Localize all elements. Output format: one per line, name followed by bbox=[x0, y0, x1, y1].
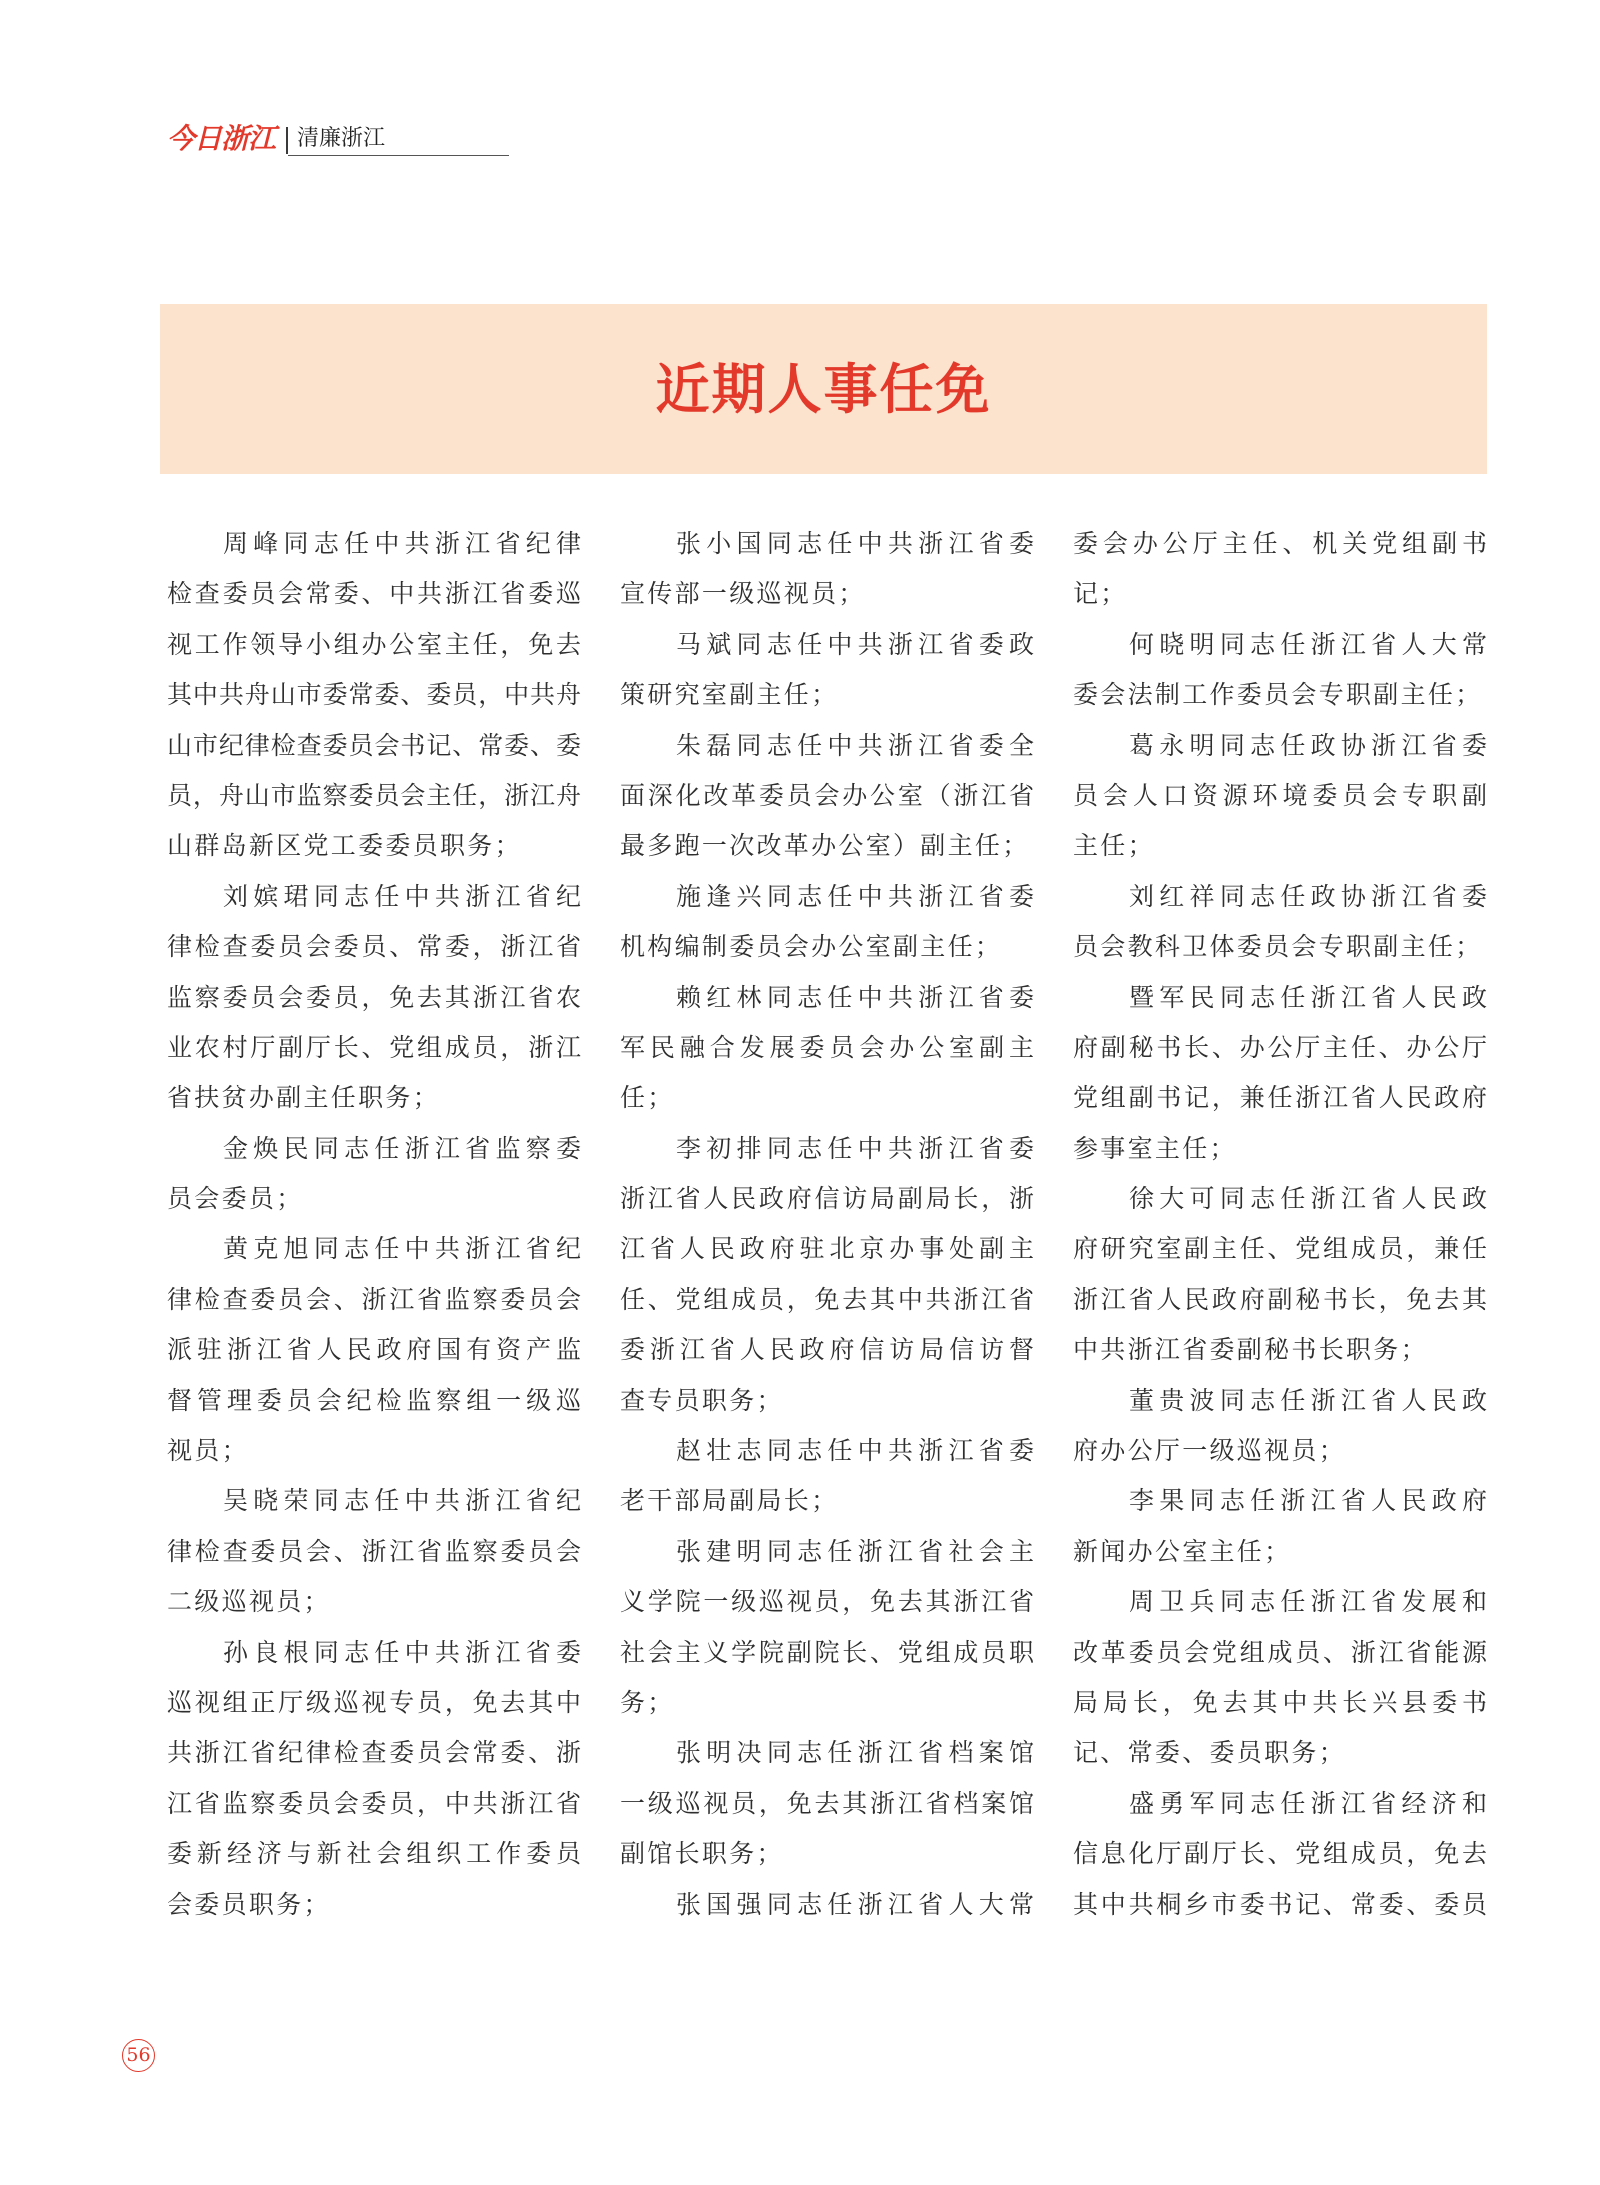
text-line: 共浙江省纪律检查委员会常委、浙 bbox=[167, 1738, 581, 1768]
appointment-paragraph bbox=[167, 872, 581, 1124]
text-line: 其中共舟山市委常委、委员，中共舟 bbox=[167, 680, 581, 710]
text-line: 律检查委员会、浙江省监察委员会 bbox=[167, 1284, 581, 1314]
text-column-3 bbox=[1073, 519, 1487, 1930]
appointment-paragraph bbox=[1073, 721, 1487, 872]
text-line: 信息化厅副厅长、党组成员，免去 bbox=[1073, 1839, 1487, 1869]
text-line: 周卫兵同志任浙江省发展和 bbox=[1129, 1587, 1487, 1617]
text-line: 山群岛新区党工委委员职务； bbox=[167, 831, 522, 861]
magazine-logo: 今日浙江 bbox=[167, 122, 276, 155]
appointment-paragraph bbox=[167, 1224, 581, 1476]
appointment-paragraph bbox=[620, 1124, 1034, 1426]
text-column-1 bbox=[167, 519, 581, 1930]
text-line: 张建明同志任浙江省社会主 bbox=[676, 1536, 1034, 1566]
text-line: 府研究室副主任、党组成员，兼任 bbox=[1073, 1234, 1487, 1264]
appointment-paragraph bbox=[167, 1476, 581, 1627]
text-line: 最多跑一次改革办公室）副主任； bbox=[620, 831, 1030, 861]
text-line: 员会委员； bbox=[167, 1184, 304, 1214]
appointment-paragraph bbox=[1073, 872, 1487, 973]
appointment-paragraph bbox=[1073, 620, 1487, 721]
text-line: 山市纪律检查委员会书记、常委、委 bbox=[167, 730, 581, 760]
text-line: 暨军民同志任浙江省人民政 bbox=[1129, 982, 1487, 1012]
text-line: 策研究室副主任； bbox=[620, 680, 839, 710]
text-line: 派驻浙江省人民政府国有资产监 bbox=[167, 1335, 581, 1365]
text-line: 员会教科卫体委员会专职副主任； bbox=[1073, 932, 1483, 962]
text-line: 面深化改革委员会办公室（浙江省 bbox=[620, 780, 1034, 810]
text-line: 朱磊同志任中共浙江省委全 bbox=[676, 730, 1034, 760]
text-line: 改革委员会党组成员、浙江省能源 bbox=[1073, 1637, 1487, 1667]
text-line: 员，舟山市监察委员会主任，浙江舟 bbox=[167, 780, 581, 810]
text-line: 施逢兴同志任中共浙江省委 bbox=[676, 881, 1034, 911]
article-title: 近期人事任免 bbox=[655, 357, 992, 421]
appointment-paragraph bbox=[1073, 1577, 1487, 1779]
appointment-paragraph bbox=[167, 1124, 581, 1225]
text-line: 赵壮志同志任中共浙江省委 bbox=[676, 1436, 1034, 1466]
text-line: 黄克旭同志任中共浙江省纪 bbox=[223, 1234, 581, 1264]
text-line: 律检查委员会、浙江省监察委员会 bbox=[167, 1536, 581, 1566]
text-line: 新闻办公室主任； bbox=[1073, 1536, 1292, 1566]
text-line: 老干部局副局长； bbox=[620, 1486, 839, 1516]
appointment-paragraph bbox=[620, 1880, 1034, 1930]
text-line: 何晓明同志任浙江省人大常 bbox=[1129, 629, 1487, 659]
text-line: 委会办公厅主任、机关党组副书 bbox=[1073, 529, 1487, 558]
text-line: 徐大可同志任浙江省人民政 bbox=[1129, 1184, 1487, 1214]
text-line: 记； bbox=[1073, 579, 1128, 609]
text-line: 刘红祥同志任政协浙江省委 bbox=[1129, 881, 1487, 911]
text-line: 盛勇军同志任浙江省经济和 bbox=[1129, 1788, 1487, 1818]
appointment-paragraph bbox=[620, 519, 1034, 620]
appointment-paragraph bbox=[1073, 973, 1487, 1175]
text-line: 督管理委员会纪检监察组一级巡 bbox=[167, 1385, 581, 1415]
text-line: 宣传部一级巡视员； bbox=[620, 579, 866, 609]
text-line: 主任； bbox=[1073, 831, 1155, 861]
appointment-paragraph bbox=[1073, 1476, 1487, 1577]
text-line: 参事室主任； bbox=[1073, 1133, 1237, 1163]
text-line: 党组副书记，兼任浙江省人民政府 bbox=[1073, 1083, 1487, 1113]
text-line: 周峰同志任中共浙江省纪律 bbox=[223, 529, 581, 558]
text-line: 吴晓荣同志任中共浙江省纪 bbox=[223, 1486, 581, 1516]
text-line: 葛永明同志任政协浙江省委 bbox=[1129, 730, 1487, 760]
appointment-paragraph bbox=[1073, 1376, 1487, 1477]
text-line: 军民融合发展委员会办公室副主 bbox=[620, 1032, 1034, 1062]
text-line: 孙良根同志任中共浙江省委 bbox=[223, 1637, 581, 1667]
text-line: 查专员职务； bbox=[620, 1385, 784, 1415]
appointment-paragraph bbox=[167, 519, 581, 872]
text-line: 江省监察委员会委员，中共浙江省 bbox=[167, 1788, 581, 1818]
text-line: 董贵波同志任浙江省人民政 bbox=[1129, 1385, 1487, 1415]
text-line: 浙江省人民政府副秘书长，免去其 bbox=[1073, 1284, 1487, 1314]
section-name: 清廉浙江 bbox=[297, 126, 386, 151]
appointment-paragraph bbox=[1073, 1174, 1487, 1376]
text-line: 视工作领导小组办公室主任，免去 bbox=[167, 629, 581, 659]
text-line: 省扶贫办副主任职务； bbox=[167, 1083, 441, 1113]
text-line: 任、党组成员，免去其中共浙江省 bbox=[620, 1284, 1034, 1314]
text-line: 委新经济与新社会组织工作委员 bbox=[167, 1839, 581, 1869]
text-line: 巡视组正厅级巡视专员，免去其中 bbox=[167, 1687, 581, 1717]
text-line: 视员； bbox=[167, 1436, 249, 1466]
appointment-paragraph bbox=[620, 721, 1034, 872]
text-line: 府副秘书长、办公厅主任、办公厅 bbox=[1073, 1032, 1487, 1062]
text-line: 中共浙江省委副秘书长职务； bbox=[1073, 1335, 1428, 1365]
appointment-paragraph bbox=[620, 973, 1034, 1124]
text-line: 业农村厅副厅长、党组成员，浙江 bbox=[167, 1032, 581, 1062]
text-column-2 bbox=[620, 519, 1034, 1930]
text-line: 二级巡视员； bbox=[167, 1587, 331, 1617]
text-line: 其中共桐乡市委书记、常委、委员 bbox=[1073, 1889, 1487, 1919]
appointment-paragraph bbox=[620, 1728, 1034, 1879]
text-line: 员会人口资源环境委员会专职副 bbox=[1073, 780, 1487, 810]
text-line: 监察委员会委员，免去其浙江省农 bbox=[167, 982, 581, 1012]
appointment-paragraph bbox=[620, 620, 1034, 721]
text-line: 律检查委员会委员、常委，浙江省 bbox=[167, 932, 581, 962]
text-line: 马斌同志任中共浙江省委政 bbox=[676, 629, 1034, 659]
text-line: 会委员职务； bbox=[167, 1889, 331, 1919]
text-line: 社会主义学院副院长、党组成员职 bbox=[620, 1637, 1034, 1667]
text-line: 委浙江省人民政府信访局信访督 bbox=[620, 1335, 1034, 1365]
text-line: 李果同志任浙江省人民政府 bbox=[1129, 1486, 1487, 1516]
text-line: 局局长，免去其中共长兴县委书 bbox=[1073, 1687, 1487, 1717]
appointment-paragraph bbox=[620, 1527, 1034, 1729]
text-line: 检查委员会常委、中共浙江省委巡 bbox=[167, 579, 581, 609]
text-line: 记、常委、委员职务； bbox=[1073, 1738, 1347, 1768]
text-line: 李初排同志任中共浙江省委 bbox=[676, 1133, 1034, 1163]
text-line: 金焕民同志任浙江省监察委 bbox=[223, 1133, 581, 1163]
text-line: 张小国同志任中共浙江省委 bbox=[676, 529, 1034, 558]
appointment-paragraph bbox=[620, 1426, 1034, 1527]
text-line: 府办公厅一级巡视员； bbox=[1073, 1436, 1347, 1466]
appointment-paragraph bbox=[1073, 1779, 1487, 1930]
appointment-paragraph bbox=[167, 1628, 581, 1930]
text-line: 浙江省人民政府信访局副局长，浙 bbox=[620, 1184, 1034, 1214]
text-line: 义学院一级巡视员，免去其浙江省 bbox=[620, 1587, 1034, 1617]
text-line: 张明决同志任浙江省档案馆 bbox=[676, 1738, 1034, 1768]
appointment-paragraph bbox=[620, 872, 1034, 973]
text-line: 任； bbox=[620, 1083, 675, 1113]
text-line: 一级巡视员，免去其浙江省档案馆 bbox=[620, 1788, 1034, 1818]
text-line: 张国强同志任浙江省人大常 bbox=[676, 1889, 1034, 1919]
page-number: 56 bbox=[122, 2039, 155, 2072]
text-line: 副馆长职务； bbox=[620, 1839, 784, 1869]
text-line: 机构编制委员会办公室副主任； bbox=[620, 932, 1003, 962]
text-line: 江省人民政府驻北京办事处副主 bbox=[620, 1234, 1034, 1264]
appointment-paragraph bbox=[1073, 519, 1487, 620]
text-line: 刘嫔珺同志任中共浙江省纪 bbox=[223, 881, 581, 911]
text-line: 赖红林同志任中共浙江省委 bbox=[676, 982, 1034, 1012]
text-line: 委会法制工作委员会专职副主任； bbox=[1073, 680, 1483, 710]
text-line: 务； bbox=[620, 1687, 675, 1717]
